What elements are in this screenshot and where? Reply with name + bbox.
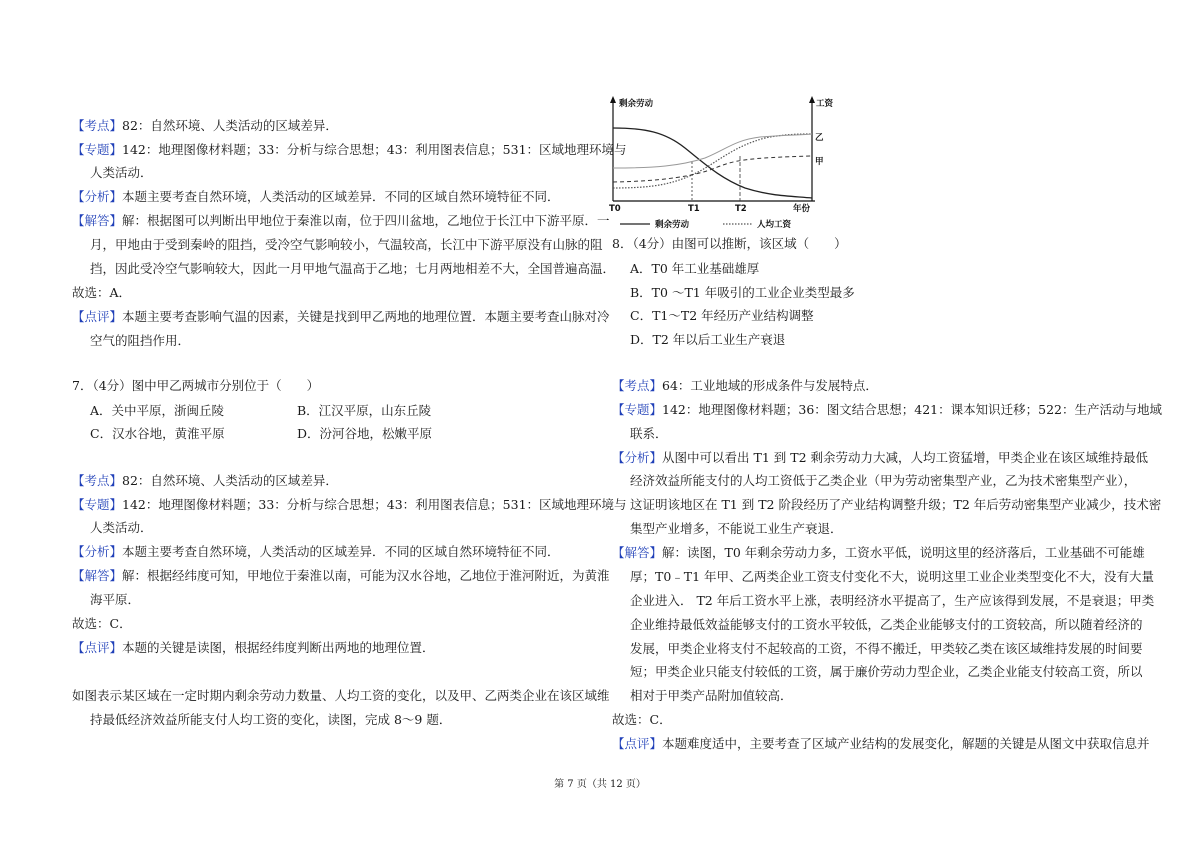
- q8-fenxi: 【分析】从图中可以看出 T1 到 T2 剩余劳动力大减，人均工资猛增，甲类企业在该区域维持最低: [612, 450, 1148, 465]
- q8-dianping: 【点评】本题难度适中，主要考查了区域产业结构的发展变化，解题的关键是从图文中获取信息并: [612, 736, 1150, 751]
- q6-zhuanti-cont: 人类活动．: [90, 165, 153, 180]
- y-left-label: 剩余劳动: [619, 99, 654, 109]
- q8-stem: 8．（4分）由图可以推断，该区域（ ）: [612, 236, 847, 251]
- q7-dianping: 【点评】本题的关键是读图，根据经纬度判断出两地的地理位置．: [72, 640, 435, 655]
- y-right-label: 工资: [816, 99, 834, 109]
- q6-jieda-cont-2: 挡，因此受冷空气影响较大，因此一月甲地气温高于乙地；七月两地相差不大，全国普遍高温．: [90, 261, 616, 276]
- q7-answer: 故选：C．: [72, 616, 132, 631]
- q8-option-d: D．T2 年以后工业生产衰退: [630, 332, 786, 347]
- q8-jieda-cont-1: 厚；T0﹣T1 年甲、乙两类企业工资支付变化不大，说明这里工业企业类型变化不大，没有大量: [630, 569, 1155, 584]
- tick-t1: T1: [688, 204, 700, 214]
- q7-jieda: 【解答】解：根据经纬度可知，甲地位于秦淮以南，可能为汉水谷地，乙地位于淮河附近，为黄淮: [72, 568, 610, 583]
- q7-stem: 7．（4分）图中甲乙两城市分别位于（ ）: [72, 378, 320, 393]
- q7-zhuanti-cont: 人类活动．: [90, 520, 153, 535]
- q8-kaodian: 【考点】64：工业地域的形成条件与发展特点．: [612, 378, 878, 393]
- q8-jieda-cont-3: 企业维持最低效益能够支付的工资水平较低，乙类企业能够支付的工资较高，所以随着经济的: [630, 617, 1143, 632]
- q7-fenxi: 【分析】本题主要考查自然环境，人类活动的区域差异．不同的区域自然环境特征不同．: [72, 544, 560, 559]
- q7-kaodian: 【考点】82：自然环境、人类活动的区域差异．: [72, 473, 338, 488]
- q7-jieda-cont: 海平原．: [90, 592, 141, 607]
- q7-zhuanti: 【专题】142：地理图像材料题；33：分析与综合思想；43：利用图表信息；531：区域地理环境与: [72, 497, 627, 512]
- q6-jieda-cont-1: 月，甲地由于受到秦岭的阻挡，受冷空气影响较小，气温较高，长江中下游平原没有山脉的阻: [90, 237, 603, 252]
- q8-option-a: A．T0 年工业基础雄厚: [630, 261, 760, 276]
- intro-text-cont: 持最低经济效益所能支付人均工资的变化，读图，完成 8～9 题．: [90, 712, 452, 727]
- page-footer: 第 7 页（共 12 页）: [554, 779, 646, 790]
- yi-line: [613, 134, 812, 168]
- q7-option-c: C．汉水谷地，黄淮平原: [90, 426, 225, 441]
- intro-text: 如图表示某区域在一定时期内剩余劳动力数量、人均工资的变化，以及甲、乙两类企业在该区域维: [72, 688, 610, 703]
- tick-t0: T0: [609, 204, 621, 214]
- q7-option-d: D．汾河谷地，松嫩平原: [297, 426, 433, 441]
- q8-fenxi-cont-2: 这证明该地区在 T1 到 T2 阶段经历了产业结构调整升级；T2 年后劳动密集型产业减少，技术密: [630, 497, 1162, 512]
- q6-dianping-cont: 空气的阻挡作用．: [90, 333, 191, 348]
- q6-dianping: 【点评】本题主要考查影响气温的因素，关键是找到甲乙两地的地理位置．本题主要考查山脉对冷: [72, 309, 610, 324]
- q7-option-a: A．关中平原，浙闽丘陵: [90, 403, 225, 418]
- q8-fenxi-cont-3: 集型产业增多，不能说工业生产衰退．: [630, 521, 843, 536]
- q8-fenxi-cont-1: 经济效益所能支付的人均工资低于乙类企业（甲为劳动密集型产业，乙为技术密集型产业），: [630, 473, 1137, 488]
- q8-answer: 故选：C．: [612, 712, 672, 727]
- label-jia: 甲: [815, 157, 824, 167]
- jia-line: [613, 156, 812, 182]
- labor-line: [613, 128, 812, 198]
- wage-line: [613, 134, 812, 188]
- wage-labor-chart: [605, 96, 834, 236]
- legend-wage: 人均工资: [757, 220, 792, 230]
- label-yi: 乙: [815, 133, 824, 143]
- q6-zhuanti: 【专题】142：地理图像材料题；33：分析与综合思想；43：利用图表信息；531：区域地理环境与: [72, 142, 627, 157]
- q8-jieda-cont-6: 相对于甲类产品附加值较高．: [630, 688, 793, 703]
- x-axis-label: 年份: [793, 204, 811, 214]
- q7-option-b: B．江汉平原，山东丘陵: [297, 403, 432, 418]
- legend-labor: 剩余劳动: [655, 220, 690, 230]
- tick-t2: T2: [735, 204, 747, 214]
- q8-jieda-cont-4: 发展，甲类企业将支付不起较高的工资，不得不搬迁，甲类较乙类在该区域维持发展的时间要: [630, 641, 1143, 656]
- q8-zhuanti: 【专题】142：地理图像材料题；36：图文结合思想；421：课本知识迁移；522：生产活动与地域: [612, 402, 1162, 417]
- q8-jieda-cont-5: 短；甲类企业只能支付较低的工资，属于廉价劳动力型企业，乙类企业能支付较高工资，所以: [630, 664, 1143, 679]
- q6-fenxi: 【分析】本题主要考查自然环境，人类活动的区域差异．不同的区域自然环境特征不同．: [72, 189, 560, 204]
- q8-zhuanti-cont: 联系．: [630, 426, 668, 441]
- q6-answer: 故选：A．: [72, 285, 132, 300]
- right-axis-arrow: [809, 96, 815, 103]
- q6-jieda: 【解答】解：根据图可以判断出甲地位于秦淮以南，位于四川盆地，乙地位于长江中下游平原．一: [72, 213, 610, 228]
- q6-kaodian: 【考点】82：自然环境、人类活动的区域差异．: [72, 118, 338, 133]
- q8-jieda-cont-2: 企业进入． T2 年后工资水平上涨，表明经济水平提高了，生产应该得到发展，不是衰退；甲类: [630, 593, 1155, 608]
- left-axis-arrow: [610, 96, 616, 103]
- q8-jieda: 【解答】解：读图，T0 年剩余劳动力多，工资水平低，说明这里的经济落后，工业基础不可能雄: [612, 545, 1145, 560]
- q8-option-b: B．T0 ～T1 年吸引的工业企业类型最多: [630, 285, 855, 300]
- q8-option-c: C．T1～T2 年经历产业结构调整: [630, 308, 814, 323]
